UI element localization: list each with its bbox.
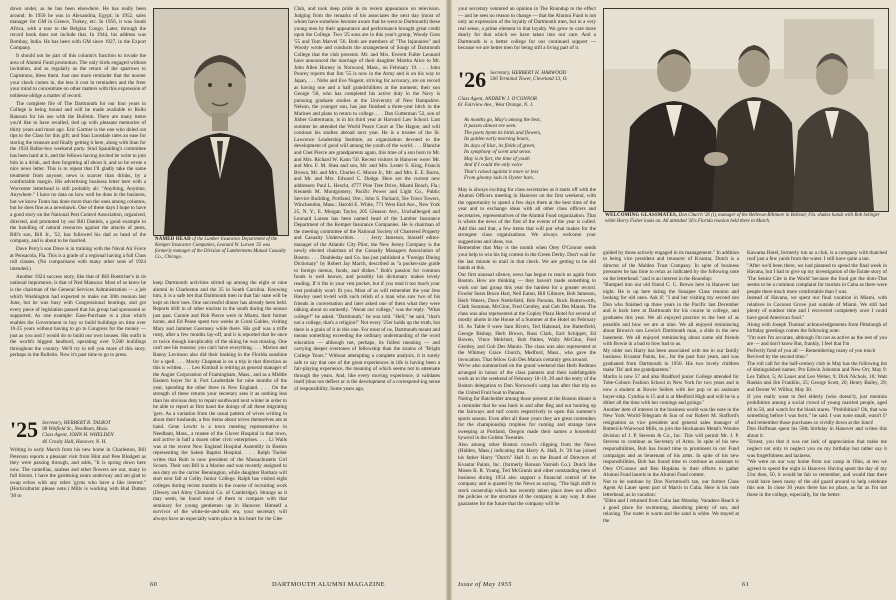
portrait-figure: [154, 9, 288, 235]
right-page-number: 61: [742, 581, 750, 588]
portrait-caption: [155, 237, 287, 277]
secretary-name: Secretary, HERBERT H. HARWOOD: [490, 70, 567, 76]
class-agent-address: 61 Fairview Ave., West Orange, N. J.: [458, 102, 534, 109]
right-column-1: [458, 180, 596, 575]
poem: As months go, May's among the best, It passes almost ere seen. The poets hymn its birds and flowers, Its golden early morning hours, Its days of lilac, its fields of green, Its symphony of scent and sense. May is in fact, the time of youth And if I could the only voice That's raised against it more or less From gloomy lads in Oyster bars.: [464, 116, 542, 182]
class-1926-heading: [458, 67, 598, 92]
left-column-1-bottom: [10, 447, 146, 575]
paragraph: Writing in early March from his new home in Charleston, Bill Peterson reports a pleasant visit from Hint and Pete Blodgett as they were passing through, and adds, "It is spring down here now. The camellias, azaleas and other flowers are out, many in full bloom. I have the gardening nears underway and am glad to swap echos with any other 'gyms who have a like interest." (Horticulturist please note.) Mills is working with Bud Dutton '30 to: [10, 447, 146, 499]
left-footer-title: DARTMOUTH ALUMNI MAGAZINE: [272, 581, 385, 588]
paragraph: May is always exciting for class secretaries as it starts off with the Alumni Officers meeting in Hanover on the first weekend, with the opportunity to spend a few days there at the best time of the year and to exchange ideas with all other class officers and secretaries, representatives of the Alumni Fund organization. That is where the news of the first of the events of the year is culled. Add this and that, a few items that will put what makes for the strongest class organizations. We always welcome your suggestions and ideas, too. Remember that May is the month when Otey O'Connor sends your help to win his big contest in the Green Derby. Don't wait for the last minute to mail in that check. We are getting to be old hands at this. Our first unusual silence, news has begun to reach us again from Boston. How are thinking — they haven't made something to work our last group this year the hardest for a greater record. Fowler Sears Bruce Hart, Neil Eaton, Bill Gilmore, Bob Jameson, Herb Waters, Dave Nettlefield, Bob Parsons, Buck Butterworth, Clark Soraman, McGinn, Fred Gentley, and Gob Des Marais. The class was also represented at the Copley Plaza Hotel for several of mostly alums in the House of a Summer at the Hotel on February 16. As Table 8 were Sam Rivers, Ted Halstead, Joe Butterfield, George Bishop, Herb Brown, Russ Clark, Earl Schipper, Ed Bowen, Vince Melchert, Bob Patten, Wally McGinn, Fred Gentley, and Gob Des Marais. The class was also represented at the Whitney Grace Church, Medford, Mass., who gave the invocation. That fellow Gob Des Marais certainly gets around. We've also summarized on the grand weekend that Herb Redmon arranged in honor of the class painters and their indefatigable work as to the weekend of February 18-19, 20 and the entry of the Boston delegation to Don Norwood's camp has after that trip on the United Fruit boat to Panama. Noting for Batchelder among those present at the Boston dinner is a reminder that he was back in and after Reg and our hunting up the fairways and turf courts respectively to open this summer's sports season. Even after all these years they are great contenders for the championship trophies for coming and strange have sweeping at Portland, Oregon made their names a household byword in the Golden Twenties. Also among other Boston crowd's clipping from the News (Hidden, Mass.) indicating that Harry A. Hall, Jr. '26 has joined his father Harry "Dutch" Hall Jr. on the Board of Directors of Kvantar Paints, Inc. (formerly Ronson Varnish Co.). Dutch like Moses B. R. Young, Ted McGinnis and other outstanding men of business during 1954 also support a financial control of the company and is quoted by the News as saying, "The high shift in stock ownership which has recently taken place does not affect the policies or the structure of the company in any way. It does guarantee for the future that the company will be: [458, 186, 596, 507]
right-footer-issue: Issue of May 1955: [458, 581, 512, 588]
class-officers: [490, 70, 567, 82]
portrait-photo: [153, 8, 289, 236]
group-photo-figures: [604, 9, 888, 211]
paragraph: down under, as he has been elsewhere. He has really been around: In 1950 he was in Alexandria, Egypt; in 1952, sales manager for GM in Greece, Turkey, etc. In 1956, it was South Africa, with a tour to the Belgian Congo. Later, through the record book does not include that. In 1944, his address was Bombay, India. He has been with GM since 1927, in the Export Company.: [10, 6, 146, 52]
secretary-name: Secretary, HERBERT R. TALBOT: [42, 420, 111, 426]
paragraph: Dave Perry's son Dave is in training with the Naval Air Force at Pensacola, Fla. This is a grade of a regional having a full Class roll classes. (No comparisons with many other sons of 1924 intended.): [10, 246, 146, 272]
class-year: '25: [10, 417, 39, 442]
caption-text: of the Lumber Insurance Department of the Kemper Insurance Companies, Leonard W. Larsen '25 was formerly manager of the Division of Lumbermens Mutual Casualty Co., Chicago.: [155, 237, 286, 261]
paragraph: It should not be part of this column's function to invade the area of Alumni Fund promotion. The only birds engaged without invitation, and as regularly as the return of the sparrows to Capistrano, bless them. Just one more reminder that the nooner your check comes in, the less it cost in reminders and the freer your mind to concentrate on other matters with this expression of noblesse oblige a matter of record.: [10, 53, 146, 99]
secretary-address: 500 Terminal Tower, Cleveland 13, O.: [490, 76, 568, 83]
paragraph: keep Dartmouth activities stirred up among the eight or nine alumni in Charleston and the 35 in South Carolina. Knowing him, it is a safe bet that Dartmouth men in that fair state will be kept on their toes. One successful dinner has already been held. Reports drift in of other tourists in the south during the season just past. Connie and Bob Pierce were in Miami, their former home, and Ed Pease spent two weeks at Coral Gables, visiting Mary and Jammer Guernsey while there. His golf was a trifle rusty, after a few months lay-off, and it is reported that he once or twice though inexplicably of the skiing he was missing. One can't see his reasons; you can't have everything. . . . Marion and Ranny Levinson also did their basking in the Florida sunshine for a spell. . . . Monty Chapman is on a trip in that direction as this is written. . . . Leo Kimball is retiring as general manager of the Angier Corporation of Framingham, Mass., and as a Middle Eastern buyer for it. Fort Lauderdale for nine months of the year, spending the other three in New England. . . . On the strength of these returns your secretary sees it as nothing less than his obvious duty to repair southward next winter in order to be able to report at first hand the doings of all these migrating 'gers. As a variation from the usual pattern of wives writing in about their husbands, a few items about wives themselves are at hand. Gene Lewitt is a town meeting representative in Needham, Mass., a trustee of the Glover Hospital in that town, and active in half a dozen other civic enterprises. . . . Li Walls was at the recent New England Hospital Assembly in Boston representing the Salem Baptist Hospital. . . . Ralph Tucker writes that Ruth is now president of the Massachusetts Girl Scouts. Their son Bill is a Marine and was recently assigned to sea duty on the carrier Bennington, while daughter Barbara will start next fall at Colby Junior College. Ralph has visited eight colleges during recent months in the course of recruiting work (Dewey and Almy Chemical Co. of Cambridge). Strange as it may seem, he found none of them to compare with that seminary for young gentlemen up in Hanover. Himself a survivor of the white-tie-and-tails era, your secretary will always have an especially warm place in his heart for the Glee: [153, 280, 287, 522]
group-photo-caption: [605, 213, 887, 239]
caption-title: WELCOMING GLASSMATES,: [605, 213, 678, 218]
poem-block: [458, 110, 596, 182]
group-photo: [603, 8, 889, 212]
caption-text: Don Church '26 (l), manager of the Bellevue-Biltmore in Belleair, Fla. shakes hands with Bob Selinger while Harry Fisher looks on. All attended '26's Florida reunion held there in March.: [605, 213, 880, 225]
class-agent-address: 46 Crosby Hall, Hanover, N. H.: [42, 438, 107, 445]
right-column-2: [603, 243, 739, 575]
paragraph: The complete file of The Dartmouth for our four years in College is being bound and will be made available to Rollo Ransom for his use with the Bulletin. There are many items you'd like to have recalled, tied up with pleasant memories of thirty years and more ago. Eric Gartner is the one who doled out tips to the Class for this gift; and Stan Lonsdale rates an ease for storing the treasure and finally getting it here, along with Stan for the 1924 Ballot-box weekend party. Stud Spaulding's committee has been hard at it, and the fellows having invited be write to join him in a drink, and then forgetting all about it, and so he wrote a nice news letter. This is to repeat that I'll gladly take the same treatment from anyone; news is scarcer than drinks, by a comfortable margin. His advertising business letter here with a Worcester letterhead is still probably ah: "Anything, Anytime, Anywhere." I have no data on how well he does in the business, but we know Tonto has done more than the ones among columns, but he does fine as a newshawk. One of these days I hope to have a good story on the National Pest Control Association, organized, directed, and promoted by our Bill Daniels, a good example in the handling of natural resources against the attacks of pests, Bill's son, Bill Jr., '52, has followed his dad as head of the company, and is about to be married.: [10, 100, 146, 245]
class-agent-block: [458, 96, 598, 108]
class-year: '26: [458, 67, 487, 92]
caption-title: NAMED HEAD: [155, 237, 191, 242]
left-page-number: 60: [150, 581, 158, 588]
right-column-3: [747, 243, 887, 575]
paragraph: Another 1924 success story, like that of Bill Boettcher's in its national importance, is that of Ned Mansour. Most of us knew he is the chairman of the General Services Administration — a job which Washington had expected to make out 30th reunion last June, but he was busy with Congressional hearings, and got every piece of legislation passed that his group had sponsored or supported. As one example: Ease-Purchase is a plan which enables the Government to buy or build buildings on time over 10-25 years without having to go to Congress for the money — just as you and I would do to build our own houses. His outfit is the world's biggest landlord, operating over 9,500 buildings throughout the country. We'll try to tell you more of this story, perhaps in the Bulletin. Now it's past time to go to press.: [10, 273, 146, 359]
paragraph: Club, and took deep pride in its recent appearance on television. Judging from the remarks of his associates the next day (most of whom have somehow become aware that he went to Dartmouth) these young men by their appearance and performance brought great credit upon the College. Two '25 sons are in this year's group, Woody Goss '55 and Tom Marvel '56. Both are members of "The Injunaires" and Woody wrote and conducts the arrangement of Songs of Dartmouth College that the club presents. Mr. and Mrs. Everett Fuller Leonard have announced the marriage of their daughter Martha Alice to Mr. John Allen Hurney in Norwood, Mass., on February 19. . . . John Poorey reports that Jim '55 is now in the Army and is on his way to Japan, . . . Nobs and Eve Nugent, striving for accuracy, are on record as having one and a half grandchildren at the moment; their son George '50, who has completed his active duty in the Navy is pursuing graduate studies at the University of New Hampshire. Nelson, the younger son, has just finished a three-year hitch in the Marines and plans to return to college. . . . Dan Gutterman '52, son of Jibber Guttermann, is in his third year at Harvard Law School. Last summer he attended the World Peace Court at The Hague; and will continue his studies abroad next year. He is a trustee of the St. Lawrence Leadership Institute, an organization devoted to the development of good will among the youth of the world. . . . Blanche and Chet Pierce are grandparents again, this time of a son born to Mr. and Mrs. Richard W. Kann '50. Recent visitors in Hanover were: Mr. and Mrs. F. M. Shea and son, Mr. and Mrs. Lester S. King, Francis Brown, Mr. and Mrs. Charles C. Moore Jr., Mr. and Mrs. E. E. Burns, and Mr. and Mrs. Edward C. Dodge. Here are the current new addresses: Paul L. Hescht, 4777 Pine Tree Drive, Miami Beach, Fla.; Kenneth M. Montgomery, Pacific Power and Light Co., Public Service Building, Portland, Ore.; John S. Packard, Tee Town Towers, Winchendon, Mass.; Harold E. White, 771 West End Ave., New York 25, N. Y.; E. Morgan Taylor, 205 Gleason Ave., Unchallenged and Leonard Larsen has been named head of the Lumber Insurance Department of the Kemper Insurance Companies. He is chairman of the meeting committee of the National Society of Chartered Property and Casualty Underwriters. . . . Jerry Jameson, himself editor-manager of the Atlantic City Pilot, the New Jersey Company is the newly elected chairman of the Casualty Managers Association of Boston. . . . Doubleday and Co. has just published a "Foreign Dining Dictionary" by Robert Jay March, described as "a pocket-size guide to foreign menus, foods, and dishes." Bob's passion for common foods is well known, and possibly his dictionary makes lovely reading. If it fits in your vest pocket, but if you read it too much your vest probably won't fit you. Most of us will remember the year Jess Hawley used to-tell with such relish of a man who saw two of his friends in conversation and later asked one of them what they were talking about so earnestly. "About our college," was the reply. "What college?" he asked. "Dartmouth," he was told. "Hell," he said, "that's not a college, that's a religion!" Not every '25er holds up the truth, but there is a grain of it in this one. For most of us, Dartmouth meant and means something exceeding the ordinary understanding of the word education — although not, perhaps, its fullest meaning — and carrying deeper overtones of fellowship than the strains of "Bright College Years." Without attempting a complete analysis, it is surely safe to say that one of the great experiences in life is having been a fair-playing experience, the meaning of which seems not to attenuate through the years. And, like every moving experience, it validates itself (thus not deflect or is the development of a correspond-ing sense of responsibility. Some years ago,: [294, 6, 440, 392]
class-1925-heading: [10, 417, 150, 445]
left-column-1: [10, 6, 146, 415]
left-column-2: [153, 280, 287, 575]
page-gutter: [446, 0, 452, 600]
secretary-address: 98 Winfield St., Needham, Mass.: [42, 426, 109, 433]
class-officers: [42, 420, 114, 445]
class-agent: Class Agent, JOHN H. WHELDEN: [42, 432, 114, 439]
paragraph: guided by those actively engaged in its management." In addition to being vice president and treasurer of Kvantar, Dutch is a director of the Malden Trust Company. In spite of business pressures he has time to relax as indicated by the following note on the letterhead: "and is an interest in the Roundup: "Bumped into our old friend C. C. Brown here in Hanover last night. He is up here skiing the Sunapee Class reunion and looking for old ones. Ask if: "I and her visiting my second son Don who finished up three years in the Pacific last December and is back here at Dartmouth for his course in college, and graduates this year. We all enjoyed practice to the best of as possible and how we are at nine. We all enjoyed reminiscing about Brown's son Lewis's Dartmouth man, a slide in the new basement. We all enjoyed reminiscing about some old friends with Bowie in a bad to bow bad to as. My older son Harry has been associated with me in our family business. Kvantar Paints, Inc., for the past four years, and was graduated from Dartmouth in 1950. His two lovely children make 'Da' and me grandparents." Marlin is now 57 and also Bradford junior College attended for Tobe-Coburn Fashion School in New York for two years and is now a student at Bowie Sellers with her pop or an assistant buyer-ship. Cynthia is 15 and is at Medford High and will be in a dither all the time with her comings and goings." Another item of interest in the business world was the note in the New York World-Telegram & Sun of our Robert M. Stafford's resignation as vice president and general sales manager of Butterick-Warwood Mills, to join the Hockanum Metal's Woolen division of J. P. Stevens & Co., Inc. This will permit Mr. J. P. Stevens to continue as Secretary of Arms. In spite of his new responsibilities, Bob has found time to prominent in our Fund campaigns and as lieutenant of his arms. In spite of his new responsibilities, Bob has found time to continue as assistant to Otey O'Connor and Ben Hopkins to their efforts to gather Alumni Fund laurels in the Alumni Fund contest. Not to be outdone by Don Norntrood's tan, our former Class Agent Al Lauer spent part of March in Cuba. Here is his note letterhead, as in vacation: "Ellen and I returned from Cuba last Monday. Varadero Beach is a good place for swimming, absorbing plenty of sun, and relaxing. The water is warm and the sand is white. We stayed at the: [603, 249, 739, 524]
paragraph: your secretary ventured an opinion in The Roundup to the effect — and he sees no reason to change — that the Alumni Fund is not only an expression of the loyalty of Dartmouth men, but in a very real sense, a prime element in that loyalty. We grow to care more dearly for that which we have taken into our care. And a Dartmouth is a better college for our continued support — because we are better men for being still a living part of it.: [458, 6, 596, 52]
class-agent: Class Agent, ANDREW J. O'CONNOR: [458, 96, 538, 102]
paragraph: Kawama Hotel, formerly run as a club, is a company with thatched roof just a few yards from the water. I still have quite a tan. "After we'd been there, we had planned to spend the final week in Havana, but I had to give up my investigation of the Estate story of 'The Senior Cite is the World' because the food got the dom-That seems to be a common complaint for tourists in Cuba as there were people there much more comfortable than I was. Instead of Havana, we spent our final vacation in Miami, with relatives in Coconut Grove just outside of Miami. We still had plenty of outdoor time and I recovered completely once I could have good American food." Along with Joseph Thomas' acknowledgements from Pittsburgh of birthday greetings comes the following note: "I'm sure I'm accurate, although I'm not as active as the rest of you are — and don't know But, frankly, I feel that I'm Perfectly fond of you all — Remembering many of you much Revived by the second time." The roll call for the half-century club in May has the following list of distinguished names: Pro Edwin Johnston and New Orr, May 9: Les Talbot, 5; Al Lauer and Leo Weber, 9; Dick Nichols, 10; Walt Rankin and Jim Franklin, 25; George Scott, 20; Henry Bailey, 29; and Dexter W. Wilbur, May 30. If you really want to feel elderly (who doesn't), just mention prohibition among a social crowd of young married people, aged 40 to 50, and watch for the blank stares. "Prohibition? Oh, that was something before I was born," he said. I was none small, wasn't I? And remember those purchases so vividly down at the Junct! Don Hoffman spent his 50th birthday in Hanover and writes this about it: "Ernest, you that it was not lack of appreciation that make me neglect not only to neglect you on my birthday but rather say it was forgetfulness and laziness. "We were on our way home from our camp in Ohio, at ten we agreed to spend the night in Hanover. Having spent the day of my 21st then, 50, it would be fair to remember, and would that there could have been many of the old guard around to help celebrate this one. In close 30 years there has no place, as far as I'm not those in the college, especially, for the better.: [747, 249, 887, 498]
right-column-1-top: [458, 6, 596, 68]
left-column-3: [294, 6, 440, 575]
